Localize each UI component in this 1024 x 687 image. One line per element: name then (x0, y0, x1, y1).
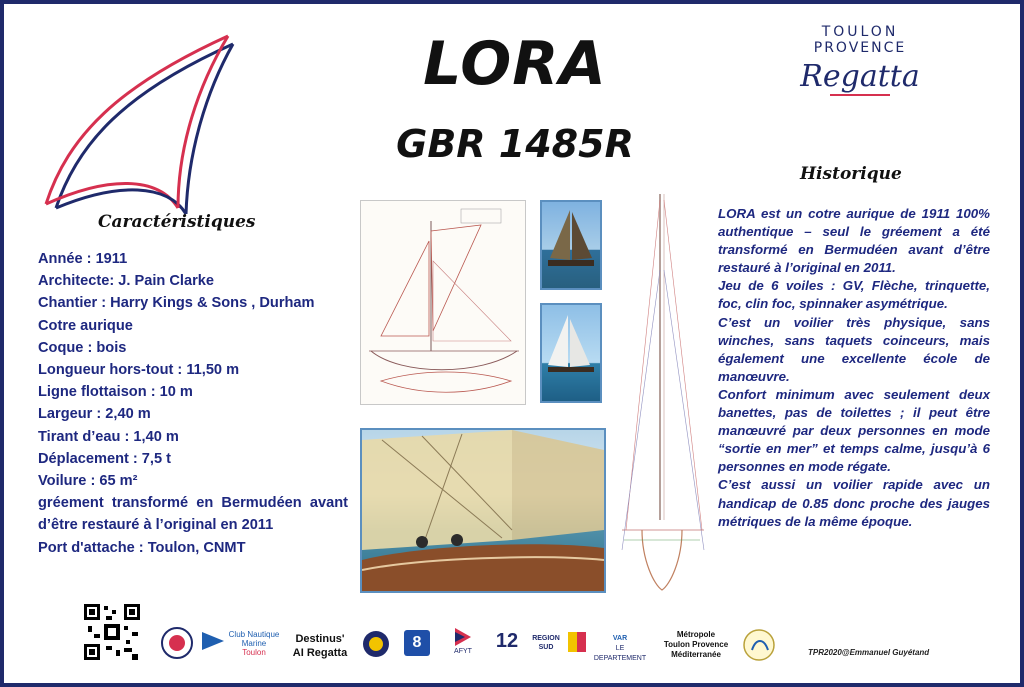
sailboat-photo-icon (542, 202, 600, 288)
spec-displacement: Déplacement : 7,5 t (38, 450, 172, 467)
var-department-logo (590, 634, 650, 664)
photo-deck (360, 428, 606, 593)
spec-type: Cotre aurique (38, 317, 133, 334)
region-sud-logo (528, 634, 564, 652)
brand-line-1: TOULON (821, 24, 899, 40)
spec-sail-area: Voilure : 65 m² (38, 473, 138, 490)
afyt-logo (446, 628, 480, 655)
metropole-tpm-logo (656, 630, 736, 660)
characteristics-title: Caractéristiques (98, 212, 256, 232)
spec-architect: Architecte: J. Pain Clarke (38, 273, 215, 290)
spec-draft: Tirant d’eau : 1,40 m (38, 428, 179, 445)
spec-length: Longueur hors-tout : 11,50 m (38, 362, 240, 379)
deck-photo-icon (362, 430, 604, 591)
var-text: VAR (612, 635, 628, 642)
boat-name: LORA (423, 29, 607, 99)
tpm-line-2: Méditerranée (671, 650, 721, 659)
ai-regatta-text: AI Regatta (292, 647, 348, 659)
spec-home-port: Port d'attache : Toulon, CNMT (38, 539, 246, 556)
sail-plan-icon (361, 201, 526, 405)
history-paragraph: Confort minimum avec seulement deux banettes, pas de toilettes ; il peut être manœuvré par deux personnes en mode “sortie en mer” et temps calme, jusqu’à 6 personnes en mode régate. (718, 386, 990, 475)
destinus-text: Destinus' (295, 633, 345, 645)
spec-beam: Largeur : 2,40 m (38, 406, 151, 423)
spec-hull: Coque : bois (38, 339, 127, 356)
yacht-club-logo-icon (160, 626, 194, 660)
history-paragraph: C’est aussi un voilier rapide avec un handicap de 0.85 donc proche des jauges métriques de la même époque. (718, 477, 990, 529)
characteristics-list (38, 248, 348, 559)
afyt-text: AFYT (454, 648, 472, 655)
history-paragraph: LORA est un cotre aurique de 1911 100% authentique – seul le gréement a été transformé en Bermudéen avant d’être restauré à l’original en 2011. (718, 206, 990, 276)
spec-shipyard: Chantier : Harry Kings & Sons , Durham (38, 295, 315, 312)
photo-sailing-1 (540, 200, 602, 290)
sud-text: SUD (538, 644, 554, 651)
destinus-logo (288, 632, 352, 660)
photo-sailing-2 (540, 303, 602, 403)
club-marine-text: Marine (241, 639, 267, 648)
qr-code-icon[interactable] (84, 604, 140, 660)
afyt-flag-icon (453, 628, 473, 646)
departement-text: LE DEPARTEMENT (593, 645, 647, 662)
eight-metre-class-logo: 8 (404, 630, 430, 656)
history-paragraph: Jeu de 6 voiles : GV, Flèche, trinquette, foc, clin foc, spinnaker asymétrique. (718, 278, 990, 312)
photo-credit: TPR2020@Emmanuel Guyétand (808, 648, 930, 657)
history-paragraph: C’est un voilier très physique, sans winches, sans taquets coinceurs, mais également une excellente école de manœuvre. (718, 314, 990, 384)
club-pennant-icon (202, 632, 224, 650)
sail-plan-drawing (360, 200, 526, 405)
spec-waterline: Ligne flottaison : 10 m (38, 384, 193, 401)
spec-rig-note: gréement transformé en Bermudéen avant d’être restauré à l’original en 2011 (38, 495, 348, 534)
club-toulon-text: Toulon (242, 648, 266, 657)
sailboat-photo-icon (542, 305, 600, 401)
history-text (718, 205, 990, 531)
region-flag-icon (568, 632, 586, 652)
club-nautique-text: Club Nautique (228, 630, 280, 639)
toulon-provence-regatta-logo (800, 24, 920, 114)
brand-script: Regatta (800, 59, 920, 94)
metropole-text: Métropole (676, 630, 716, 639)
history-title: Historique (800, 164, 902, 184)
sail-number: GBR 1485R (396, 122, 634, 166)
twelve-metre-class-logo: 12 (495, 630, 519, 652)
class-2-4-logo-icon (362, 630, 390, 658)
sail-logo-icon (28, 26, 238, 216)
brand-line-2: PROVENCE (813, 40, 907, 56)
region-text: REGION (532, 635, 560, 642)
rig-profile-drawing (612, 190, 712, 592)
spec-year: Année : 1911 (38, 251, 128, 267)
qr-code-graphic (84, 604, 140, 660)
partner-emblem-icon (742, 628, 776, 662)
club-nautique-logo (224, 630, 284, 657)
tpm-line-1: Toulon Provence (663, 640, 729, 649)
brand-underline (830, 94, 890, 96)
